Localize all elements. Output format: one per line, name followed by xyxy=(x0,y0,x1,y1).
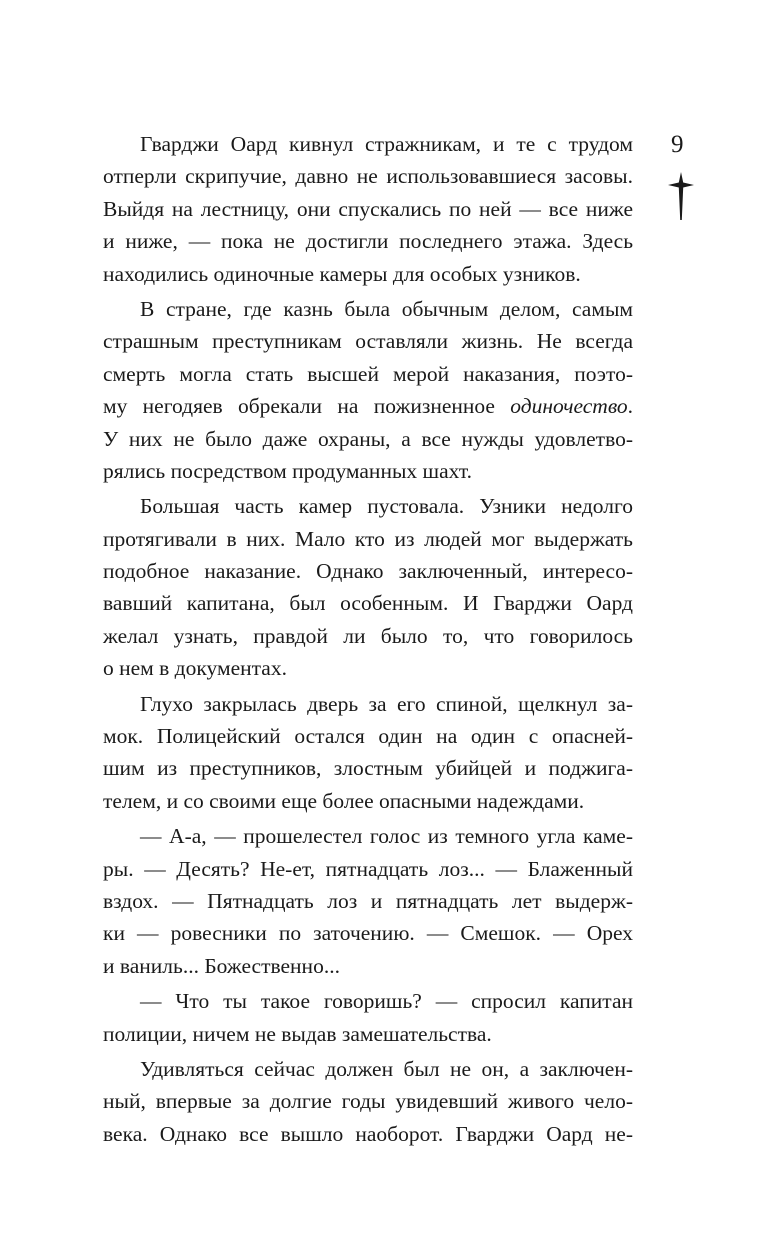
text-line: полиции, ничем не выдав замешательства. xyxy=(103,1021,492,1046)
text-line: смерть могла стать высшей мерой наказания, поэто- xyxy=(103,361,633,386)
paragraph xyxy=(103,985,633,1050)
text-segment: . xyxy=(627,394,633,419)
text-line-with-emphasis xyxy=(103,390,633,422)
text-line: В стране, где казнь была обычным делом, самым xyxy=(140,296,633,321)
text-line: протягивали в них. Мало кто из людей мог выдержать xyxy=(103,526,633,551)
text-line: Гварджи Оард кивнул стражникам, и те с трудом xyxy=(140,132,633,156)
text-line: века. Однако все вышло наоборот. Гварджи Оард не- xyxy=(103,1121,633,1146)
text-line: — А-а, — прошелестел голос из темного угла каме- xyxy=(140,824,633,849)
text-line: страшным преступникам оставляли жизнь. Не всегда xyxy=(103,329,633,354)
text-line: телем, и со своими еще более опасными надеждами. xyxy=(103,788,585,813)
text-line: подобное наказание. Однако заключенный, интересо- xyxy=(103,559,633,584)
text-line: вздох. — Пятнадцать лоз и пятнадцать лет выдерж- xyxy=(103,888,633,913)
paragraph xyxy=(103,490,633,684)
paragraph xyxy=(103,1053,633,1150)
emphasized-word: одиночество xyxy=(510,394,628,419)
paragraph xyxy=(103,820,633,982)
text-line: желал узнать, правдой ли было то, что говорилось xyxy=(103,623,633,648)
text-line: мок. Полицейский остался один на один с опасней- xyxy=(103,724,633,749)
text-line: и ваниль... Божественно... xyxy=(103,953,340,978)
paragraph xyxy=(103,293,633,487)
paragraph xyxy=(103,688,633,818)
text-line: ный, впервые за долгие годы увидевший живого чело- xyxy=(103,1089,633,1114)
text-line: У них не было даже охраны, а все нужды удовлетво- xyxy=(103,426,633,451)
text-line: вавший капитана, был особенным. И Гварджи Оард xyxy=(103,591,633,616)
text-line: — Что ты такое говоришь? — спросил капитан xyxy=(140,989,633,1014)
text-line: Выйдя на лестницу, они спускались по ней — все ниже xyxy=(103,196,633,221)
page-number: 9 xyxy=(671,131,684,158)
body-text xyxy=(103,128,633,1150)
text-line: Большая часть камер пустовала. Узники недолго xyxy=(140,494,633,519)
text-line: отперли скрипучие, давно не использовавшиеся засовы. xyxy=(103,164,633,189)
text-line: о нем в документах. xyxy=(103,656,287,681)
text-segment: му негодяев обрекали на пожизненное xyxy=(103,394,495,419)
text-line: Глухо закрылась дверь за его спиной, щелкнул за- xyxy=(140,691,633,716)
text-line: и ниже, — пока не достигли последнего этажа. Здесь xyxy=(103,229,633,254)
text-line: находились одиночные камеры для особых узников. xyxy=(103,261,581,286)
text-line: ки — ровесники по заточению. — Смешок. — Орех xyxy=(103,921,633,946)
text-line: рялись посредством продуманных шахт. xyxy=(103,458,472,483)
paragraph xyxy=(103,128,633,290)
text-line: Удивляться сейчас должен был не он, а заключен- xyxy=(140,1056,633,1081)
text-line: ры. — Десять? Не-ет, пятнадцать лоз... — Блаженный xyxy=(103,856,633,881)
text-line: шим из преступников, злостным убийцей и поджига- xyxy=(103,756,633,781)
four-point-star-icon xyxy=(668,172,694,220)
